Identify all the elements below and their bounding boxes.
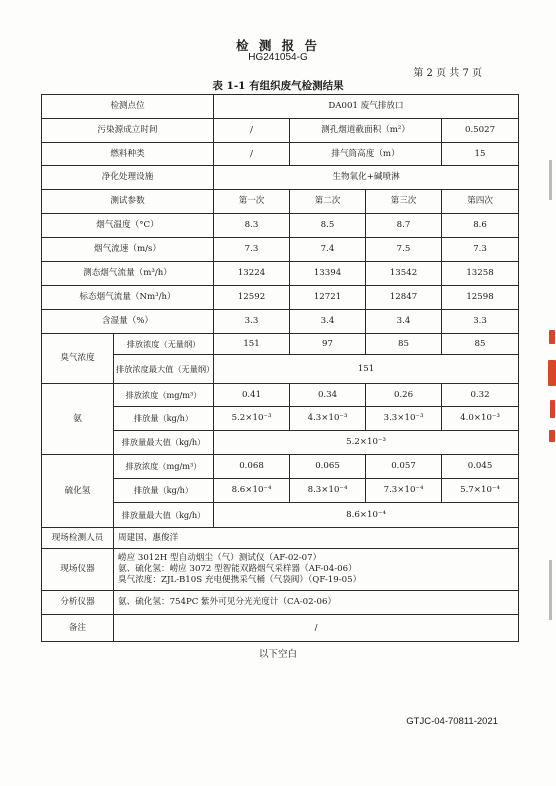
cell-label: 排放量（kg/h）: [114, 407, 214, 431]
table-row: [42, 166, 519, 190]
cell-label: 燃料种类: [42, 143, 214, 166]
cell-label: 测态烟气流量（m³/h）: [42, 262, 214, 286]
cell-value: 15: [442, 143, 519, 166]
table-row: [42, 190, 519, 214]
cell-header: 第三次: [366, 190, 442, 214]
cell-value: 85: [366, 334, 442, 355]
instrument-line: 臭气浓度：ZJL-B10S 充电便携采气桶（气袋阀）（QF-19-05）: [118, 574, 362, 585]
cell-label: 备注: [42, 615, 114, 642]
cell-value: 8.7: [366, 214, 442, 238]
cell-value: 3.4: [290, 310, 366, 334]
table-row: [42, 615, 519, 642]
cell-label: 排放浓度（mg/m³）: [114, 455, 214, 479]
binding-margin: [549, 560, 552, 620]
cell-value: 氨、硫化氢：754PC 紫外可见分光光度计（CA-02-06）: [114, 591, 519, 615]
cell-value: 8.6×10⁻⁴: [214, 479, 290, 503]
cell-value: 0.057: [366, 455, 442, 479]
stamp-fragment: [549, 430, 555, 442]
cell-label: 含湿量（%）: [42, 310, 214, 334]
table-row: [42, 143, 519, 166]
table-row: [42, 431, 519, 455]
cell-value: 13224: [214, 262, 290, 286]
cell-value: 151: [214, 355, 519, 384]
cell-value: 13258: [442, 262, 519, 286]
cell-value: 0.5027: [442, 119, 519, 143]
cell-label: 现场仪器: [42, 549, 114, 591]
cell-value: 0.32: [442, 384, 519, 407]
cell-value: 0.26: [366, 384, 442, 407]
cell-value: 8.6×10⁻⁴: [214, 503, 519, 528]
binding-margin: [549, 160, 552, 200]
instrument-line: 氨、硫化氢：崂应 3072 型智能双路烟气采样器（AF-04-06）: [118, 564, 357, 575]
page-indicator: 第 2 页 共 7 页: [413, 68, 482, 79]
cell-value: 12598: [442, 286, 519, 310]
cell-header: 第二次: [290, 190, 366, 214]
cell-header: 第一次: [214, 190, 290, 214]
table-row: [42, 549, 519, 591]
cell-label: 烟气流速（m/s）: [42, 238, 214, 262]
table-row: [42, 384, 519, 407]
cell-value: 5.2×10⁻³: [214, 431, 519, 455]
cell-value: DA001 废气排放口: [214, 95, 519, 119]
table-row: [42, 95, 519, 119]
cell-value: 12721: [290, 286, 366, 310]
cell-value: 97: [290, 334, 366, 355]
form-code: GTJC-04-70811-2021: [406, 716, 498, 727]
table-row: [42, 310, 519, 334]
cell-value: /: [114, 615, 519, 642]
stamp-fragment: [549, 330, 555, 344]
cell-value: 周建国、惠俊洋: [114, 528, 519, 549]
cell-value: 13394: [290, 262, 366, 286]
cell-value: 7.4: [290, 238, 366, 262]
instrument-line: 崂应 3012H 型自动烟尘（气）测试仪（AF-02-07）: [118, 553, 322, 564]
cell-value: 7.3×10⁻⁴: [366, 479, 442, 503]
table-row: [42, 591, 519, 615]
table-row: [42, 119, 519, 143]
cell-value: /: [214, 143, 290, 166]
cell-value: 3.3×10⁻³: [366, 407, 442, 431]
cell-value: 13542: [366, 262, 442, 286]
blank-below-note: 以下空白: [258, 649, 297, 660]
stamp-fragment: [550, 400, 555, 418]
table-row: [42, 262, 519, 286]
cell-value: 151: [214, 334, 290, 355]
table-row: [42, 355, 519, 384]
report-title: 检 测 报 告: [235, 38, 321, 53]
cell-label: 排放浓度最大值（无量纲）: [114, 355, 214, 384]
cell-label: 排放量（kg/h）: [114, 479, 214, 503]
instrument-list: [114, 549, 519, 591]
cell-value: 5.7×10⁻⁴: [442, 479, 519, 503]
cell-value: 8.3: [214, 214, 290, 238]
cell-value: 3.4: [366, 310, 442, 334]
cell-value: 0.34: [290, 384, 366, 407]
cell-value: 4.3×10⁻³: [290, 407, 366, 431]
table-row: [42, 479, 519, 503]
cell-label: 分析仪器: [42, 591, 114, 615]
cell-value: 生物氧化+碱喷淋: [214, 166, 519, 190]
group-label-h2s: 硫化氢: [42, 455, 114, 528]
table-row: [42, 334, 519, 355]
cell-header: 第四次: [442, 190, 519, 214]
table-row: [42, 238, 519, 262]
cell-label: 排放量最大值（kg/h）: [114, 503, 214, 528]
cell-label: 标态烟气流量（Nm³/h）: [42, 286, 214, 310]
cell-label: 测试参数: [42, 190, 214, 214]
group-label-ammonia: 氨: [42, 384, 114, 455]
cell-value: 8.3×10⁻⁴: [290, 479, 366, 503]
cell-value: 4.0×10⁻³: [442, 407, 519, 431]
cell-label: 现场检测人员: [42, 528, 114, 549]
cell-value: 7.3: [214, 238, 290, 262]
cell-value: 5.2×10⁻³: [214, 407, 290, 431]
cell-value: 7.5: [366, 238, 442, 262]
cell-label: 烟气温度（°C）: [42, 214, 214, 238]
cell-label: 净化处理设施: [42, 166, 214, 190]
cell-label: 排放浓度（无量纲）: [114, 334, 214, 355]
table-row: [42, 407, 519, 431]
cell-value: 0.045: [442, 455, 519, 479]
results-table: [41, 94, 519, 642]
table-row: [42, 214, 519, 238]
cell-value: 12592: [214, 286, 290, 310]
cell-value: 12847: [366, 286, 442, 310]
seal-stamp-edge: [548, 330, 556, 450]
cell-label: 排放浓度（mg/m³）: [114, 384, 214, 407]
table-row: [42, 286, 519, 310]
cell-label: 测孔烟道截面积（m²）: [290, 119, 442, 143]
cell-value: /: [214, 119, 290, 143]
cell-value: 0.41: [214, 384, 290, 407]
cell-value: 3.3: [214, 310, 290, 334]
group-label-odor: 臭气浓度: [42, 334, 114, 384]
cell-label: 排放量最大值（kg/h）: [114, 431, 214, 455]
cell-value: 8.6: [442, 214, 519, 238]
cell-value: 85: [442, 334, 519, 355]
cell-label: 检测点位: [42, 95, 214, 119]
cell-label: 污染源成立时间: [42, 119, 214, 143]
table-caption: 表 1-1 有组织废气检测结果: [212, 80, 344, 92]
cell-value: 8.5: [290, 214, 366, 238]
stamp-fragment: [548, 360, 556, 386]
table-row: [42, 503, 519, 528]
cell-value: 3.3: [442, 310, 519, 334]
cell-value: 0.065: [290, 455, 366, 479]
cell-value: 7.3: [442, 238, 519, 262]
table-row: [42, 455, 519, 479]
cell-label: 排气筒高度（m）: [290, 143, 442, 166]
report-code: HG241054-G: [248, 52, 308, 63]
cell-value: 0.068: [214, 455, 290, 479]
table-row: [42, 528, 519, 549]
